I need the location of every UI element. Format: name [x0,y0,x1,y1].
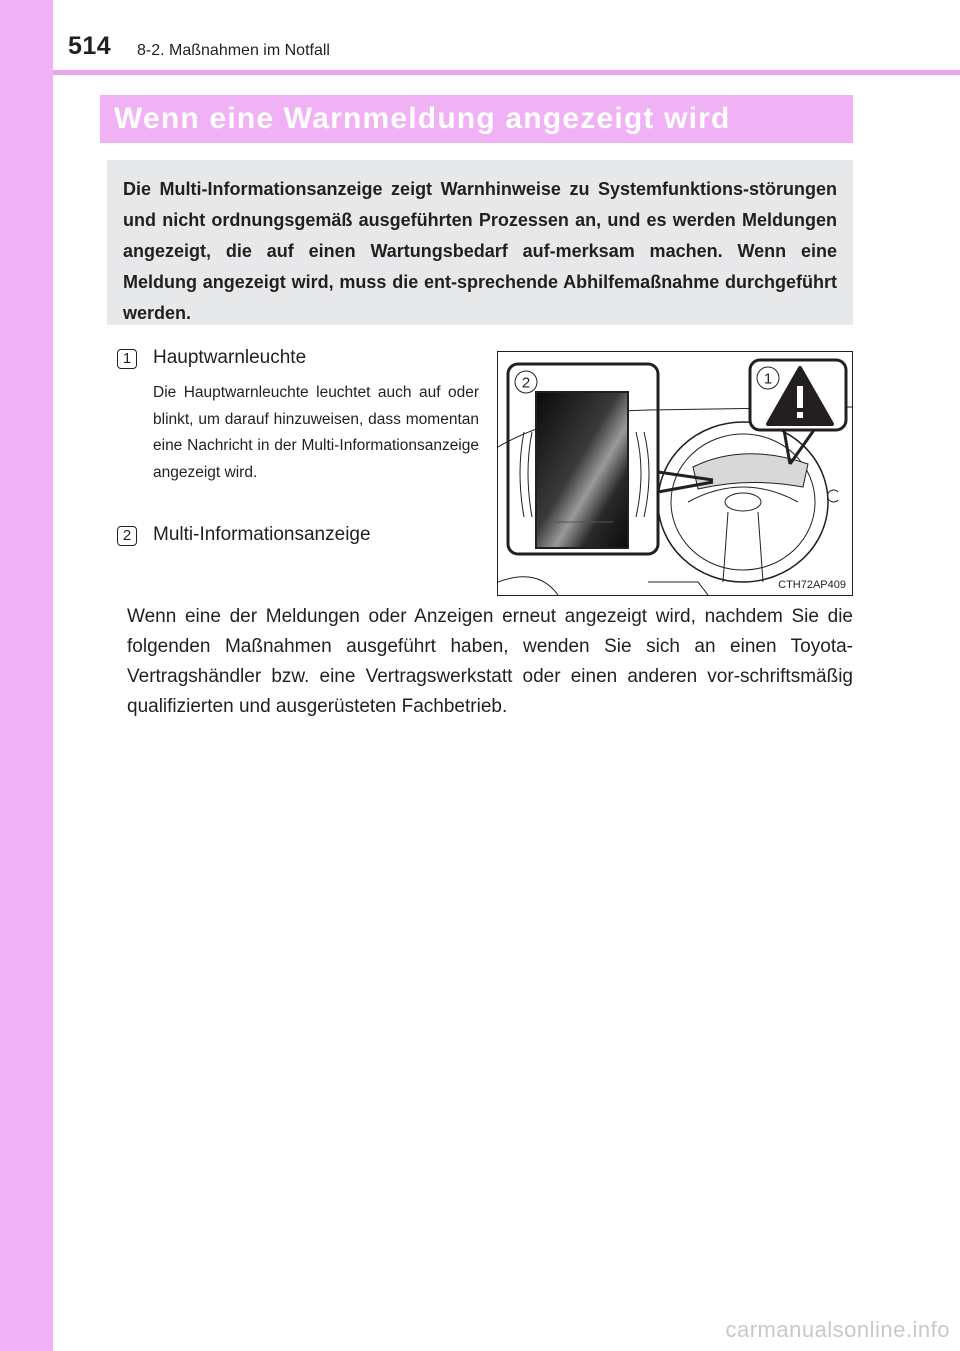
section-path: 8-2. Maßnahmen im Notfall [137,42,330,59]
header-divider [53,70,960,75]
section-title: Wenn eine Warnmeldung angezeigt wird [114,102,731,135]
page-number: 514 [68,32,112,60]
item-title-main-warning-light: Hauptwarnleuchte [153,347,307,368]
section-title-bar [100,95,853,143]
figure-code: CTH72AP409 [778,579,846,591]
intro-box [107,160,853,325]
figure-callout-1: 1 [763,370,773,388]
item-number-badge: 1 [117,349,137,369]
item-title-multi-information-display: Multi-Informationsanzeige [153,524,371,545]
intro-text: Die Multi-Informationsanzeige zeigt Warnhinweise zu Systemfunktions-störungen und nicht ordnungsgemäß ausgeführten Prozessen an, und es werden Meldungen angezeigt, die auf einen Wartungsbedarf auf-merksam machen. Wenn eine Meldung angezeigt wird, muss die ent-sprechende Abhilfemaßnahme durchgeführt werden. [123,179,837,323]
item-description-main-warning-light: Die Hauptwarnleuchte leuchtet auch auf oder blinkt, um darauf hinzuweisen, dass momentan eine Nachricht in der Multi-Informationsanzeige angezeigt wird. [153,384,479,481]
dashboard-drawing [498,352,852,595]
body-text: Wenn eine der Meldungen oder Anzeigen erneut angezeigt wird, nachdem Sie die folgenden Maßnahmen ausgeführt haben, wenden Sie sich an einen Toyota-Vertragshändler bzw. eine Vertragswerkstatt oder einen anderen vor-schriftsmäßig qualifizierten und ausgerüsteten Fachbetrieb. [127,606,853,717]
watermark: carmanualsonline.info [725,1317,950,1342]
item-number-badge: 2 [117,526,137,546]
dashboard-illustration [497,351,853,596]
figure-callout-2: 2 [521,374,531,392]
chapter-side-tab [0,0,53,1351]
